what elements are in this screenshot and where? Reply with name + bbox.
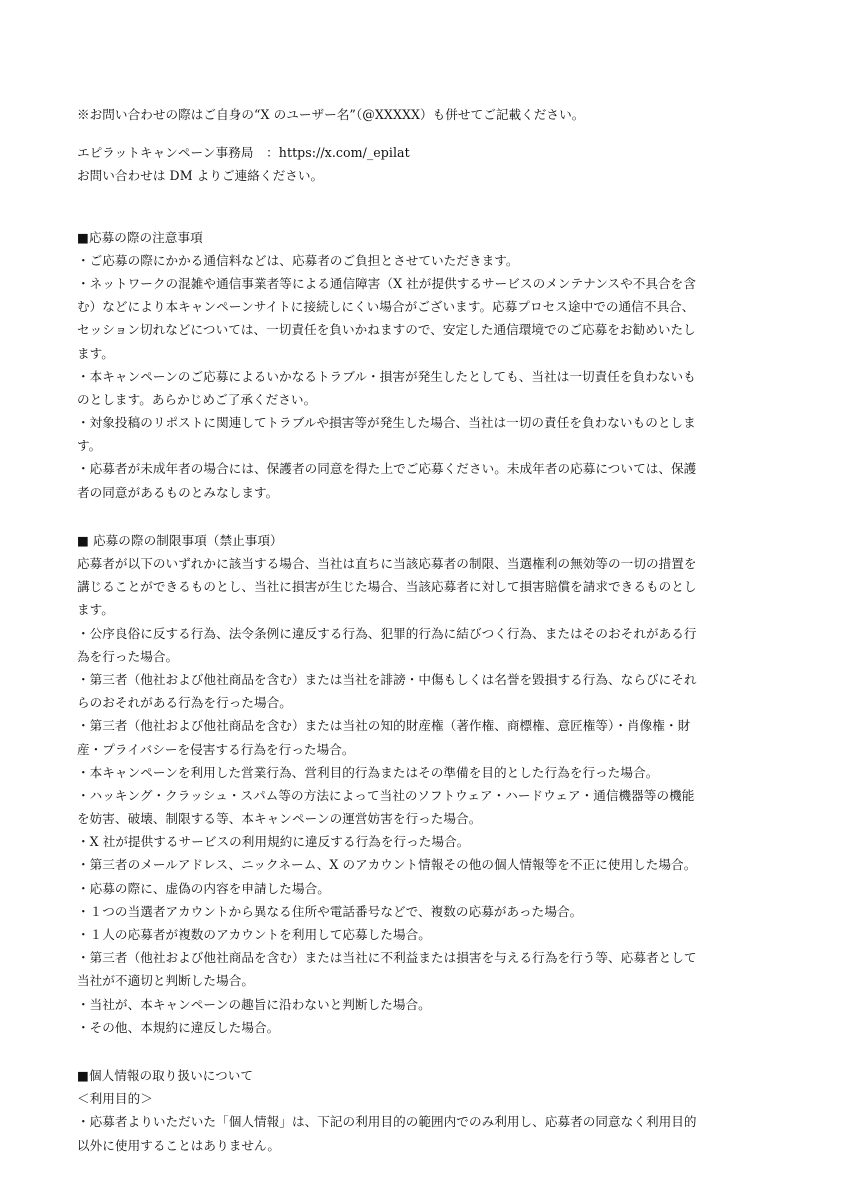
restrictions-line: 応募者が以下のいずれかに該当する場合、当社は直ちに当該応募者の制限、当選権利の無効等の一切の措置を (77, 556, 697, 571)
restrictions-line: ・第三者のメールアドレス、ニックネーム、X のアカウント情報その他の個人情報等を不正に使用した場合。 (77, 857, 697, 873)
restrictions-line: 当社が不適切と判断した場合。 (77, 973, 255, 989)
privacy-line: 以外に使用することはありません。 (77, 1137, 281, 1153)
restrictions-line: ・本キャンペーンを利用した営業行為、営利目的行為またはその準備を目的とした行為を行った場合。 (77, 764, 659, 780)
restrictions-line: らのおそれがある行為を行った場合。 (77, 695, 292, 711)
notes-heading: ■応募の際の注意事項 (77, 229, 203, 245)
notes-section (77, 249, 777, 504)
restrictions-line: ・第三者（他社および他社商品を含む）または当社に不利益または損害を与える行為を行う等、応募者として (77, 950, 697, 966)
restrictions-line: ・１人の応募者が複数のアカウントを利用して応募した場合。 (77, 927, 431, 942)
contact-note: ※お問い合わせの際はご自身の“X のユーザー名”（@XXXXX）も併せてご記載ください。 (77, 107, 585, 122)
restrictions-line: ・当社が、本キャンペーンの趣旨に沿わないと判断した場合。 (77, 996, 431, 1012)
restrictions-line: ・第三者（他社および他社商品を含む）または当社の知的財産権（著作権、商標権、意匠権等）・肖像権・財 (77, 718, 691, 734)
restrictions-line: ・１つの当選者アカウントから異なる住所や電話番号などで、複数の応募があった場合。 (77, 903, 583, 919)
notes-line: む）などにより本キャンペーンサイトに接続しにくい場合がございます。応募プロセス途中での通信不具合、 (77, 299, 695, 315)
restrictions-line: ・X 社が提供するサービスの利用規約に違反する行為を行った場合。 (77, 834, 470, 850)
restrictions-line: ・ハッキング・クラッシュ・スパム等の方法によって当社のソフトウェア・ハードウェア・通信機器等の機能 (77, 787, 695, 803)
notes-line: ・ネットワークの混雑や通信事業者等による通信障害（X 社が提供するサービスのメンテナンスや不具合を含 (77, 275, 696, 291)
restrictions-line: 産・プライバシーを侵害する行為を行った場合。 (77, 741, 355, 757)
notes-line: ・対象投稿のリポストに関連してトラブルや損害等が発生した場合、当社は一切の責任を負わないものとしま (77, 415, 696, 431)
restrictions-line: ・公序良俗に反する行為、法令条例に違反する行為、犯罪的行為に結びつく行為、またはそのおそれがある行 (77, 625, 697, 641)
notes-line: セッション切れなどについては、一切責任を負いかねますので、安定した通信環境でのご応募をお勧めいたし (77, 322, 696, 338)
restrictions-line: ・その他、本規約に違反した場合。 (77, 1019, 280, 1035)
privacy-section (77, 1110, 777, 1156)
notes-line: ・応募者が未成年者の場合には、保護者の同意を得た上でご応募ください。未成年者の応募については、保護 (77, 461, 697, 477)
notes-line: ます。 (77, 345, 114, 361)
restrictions-section (77, 552, 777, 1039)
notes-line: 者の同意があるものとみなします。 (77, 484, 279, 500)
office-contact: エピラットキャンペーン事務局 ：https://x.com/_epilat (77, 145, 410, 161)
privacy-subheading: ＜利用目的＞ (77, 1091, 153, 1107)
restrictions-line: を妨害、破壊、制限する等、本キャンペーンの運営妨害を行った場合。 (77, 811, 482, 827)
restrictions-line: ・第三者（他社および他社商品を含む）または当社を誹謗・中傷もしくは名誉を毀損する行為、ならびにそれ (77, 671, 697, 687)
dm-instruction: お問い合わせは DM よりご連絡ください。 (77, 168, 324, 184)
notes-line: のとします。あらかじめご了承ください。 (77, 391, 317, 407)
terms-document (77, 103, 777, 1157)
restrictions-line: ・応募の際に、虚偽の内容を申請した場合。 (77, 880, 330, 896)
privacy-line: ・応募者よりいただいた「個人情報」は、下記の利用目的の範囲内でのみ利用し、応募者の同意なく利用目的 (77, 1114, 697, 1130)
notes-line: ・ご応募の際にかかる通信料などは、応募者のご負担とさせていただきます。 (77, 252, 519, 268)
notes-line: ・本キャンペーンのご応募によるいかなるトラブル・損害が発生したとしても、当社は一切責任を負わないも (77, 368, 696, 384)
notes-line: す。 (77, 438, 102, 454)
restrictions-line: ます。 (77, 602, 114, 618)
privacy-heading: ■個人情報の取り扱いについて (77, 1067, 254, 1083)
restrictions-heading: ■ 応募の際の制限事項（禁止事項） (77, 532, 283, 548)
restrictions-line: 為を行った場合。 (77, 648, 179, 664)
restrictions-line: 講じることができるものとし、当社に損害が生じた場合、当該応募者に対して損害賠償を請求できるものとし (77, 579, 697, 595)
